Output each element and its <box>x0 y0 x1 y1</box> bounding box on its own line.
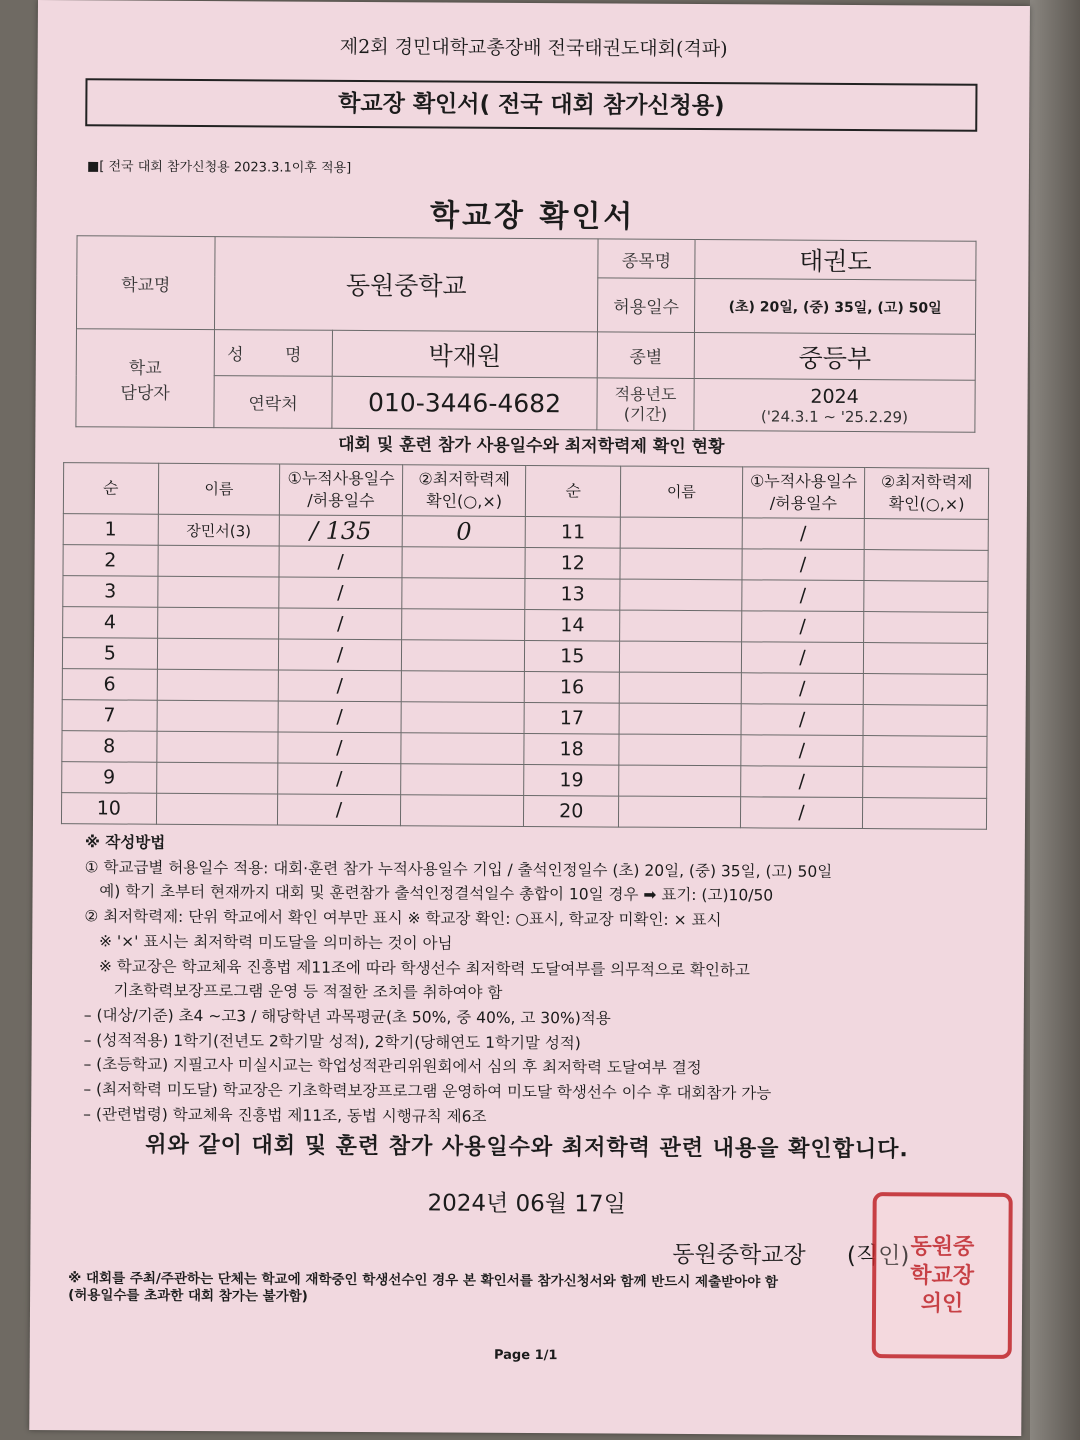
instruction-line: 예) 학기 초부터 현재까지 대회 및 훈련참가 출석인정결석일수 총합이 10일 경우 ➡ 표기: (고)10/50 <box>84 882 774 905</box>
issue-date: 2024년 06월 17일 <box>427 1190 626 1218</box>
academic-cell <box>863 705 987 737</box>
student-name <box>157 700 279 732</box>
academic-cell <box>401 609 525 641</box>
row-number: 6 <box>62 669 157 701</box>
school-name-label: 학교명 <box>76 236 215 330</box>
days-cell: / <box>278 670 401 702</box>
footnote: ※ 대회를 주최/주관하는 단체는 학교에 재학중인 학생선수인 경우 본 확인서를 참가신청서와 함께 반드시 제출받아야 함 (허용일수를 초과한 대회 참가는 불가함) <box>68 1270 779 1305</box>
days-cell: / <box>741 611 864 643</box>
days-cell: / <box>741 642 864 674</box>
student-name <box>620 517 742 549</box>
student-name <box>619 796 741 828</box>
student-name <box>620 579 742 611</box>
row-number: 7 <box>62 700 157 732</box>
year-period: ('24.3.1 ~ '25.2.29) <box>760 406 909 426</box>
header-name-right: 이름 <box>620 466 742 518</box>
academic-cell <box>864 581 988 613</box>
days-cell: / <box>740 766 863 798</box>
allowed-days-value: (초) 20일, (중) 35일, (고) 50일 <box>694 279 975 335</box>
year-label: 적용년도 (기간) <box>597 378 694 431</box>
instruction-line: ※ 학교장은 학교체육 진흥법 제11조에 따라 학생선수 최저학력 도달여부를 의무적으로 확인하고 <box>84 956 750 979</box>
row-number: 5 <box>62 638 157 670</box>
background-surface <box>1030 0 1080 1440</box>
division-value: 중등부 <box>694 333 975 381</box>
seal-text: 동원중 학교장 의인 <box>910 1233 975 1317</box>
document-page <box>29 0 1030 1436</box>
academic-cell <box>401 733 525 765</box>
allowed-days-label: 허용일수 <box>597 278 694 333</box>
table-subtitle: 대회 및 훈련 참가 사용일수와 최저학력제 확인 현황 <box>338 434 725 458</box>
instruction-line: – (성적적용) 1학기(전년도 2학기말 성적), 2학기(당해연도 1학기말 성적) <box>83 1030 581 1052</box>
row-number: 4 <box>63 607 158 639</box>
page-number: Page 1/1 <box>493 1347 558 1364</box>
row-number: 11 <box>526 516 621 548</box>
academic-cell <box>402 547 526 579</box>
instruction-line: – (대상/기준) 초4 ~고3 / 해당학년 과목평균(초 50%, 중 40%, 고 30%)적용 <box>83 1006 611 1028</box>
academic-cell <box>864 643 988 675</box>
academic-cell: 0 <box>402 516 526 548</box>
instruction-line: ① 학교급별 허용일수 적용: 대회·훈련 참가 누적사용일수 기입 / 출석인정일수 (초) 20일, (중) 35일, (고) 50일 <box>84 858 833 881</box>
header-days-right: ①누적사용일수 /허용일수 <box>742 467 865 519</box>
form-note: ■[ 전국 대회 참가신청용 2023.3.1이후 적용] <box>86 159 352 176</box>
confirmation-statement: 위와 같이 대회 및 훈련 참가 사용일수와 최저학력 관련 내용을 확인합니다. <box>145 1132 909 1163</box>
row-number: 1 <box>63 514 158 546</box>
row-number: 15 <box>525 640 620 672</box>
academic-cell <box>401 702 525 734</box>
academic-cell <box>864 550 988 582</box>
student-name <box>620 548 742 580</box>
days-cell: / <box>278 732 401 764</box>
student-name <box>619 765 741 797</box>
row-number: 8 <box>62 731 157 763</box>
division-label: 종별 <box>597 332 694 379</box>
row-number: 14 <box>525 609 620 641</box>
sport-value: 태권도 <box>695 240 976 281</box>
manager-label: 학교 담당자 <box>76 329 215 428</box>
days-cell: / <box>279 639 402 671</box>
academic-cell <box>863 767 987 799</box>
instruction-line: – (초등학교) 지필고사 미실시교는 학업성적관리위원회에서 심의 후 최저학력 도달여부 결정 <box>83 1055 702 1078</box>
header-name: 이름 <box>158 463 280 515</box>
academic-cell <box>402 578 526 610</box>
days-cell: / <box>741 580 864 612</box>
academic-cell <box>863 736 987 768</box>
student-name <box>157 607 279 639</box>
instruction-line: – (최저학력 미도달) 학교장은 기초학력보장프로그램 운영하여 미도달 학생선수 이수 후 대회참가 가능 <box>83 1080 772 1103</box>
row-number: 13 <box>525 578 620 610</box>
days-cell: / 135 <box>279 515 402 547</box>
year-value: 2024 <box>810 385 859 408</box>
student-name: 장민서(3) <box>158 514 280 546</box>
instruction-line: 기초학력보장프로그램 운영 등 적절한 조치를 취하여야 함 <box>83 981 503 1003</box>
student-name <box>157 638 279 670</box>
days-cell: / <box>741 673 864 705</box>
sport-label: 종목명 <box>598 239 695 279</box>
academic-cell <box>863 674 987 706</box>
instruction-line: – (관련법령) 학교체육 진흥법 제11조, 동법 시행규칙 제6조 <box>83 1105 487 1126</box>
year-cell <box>694 379 975 433</box>
instruction-line: ② 최저학력제: 단위 학교에서 확인 여부만 표시 ※ 학교장 확인: ○표시, 학교장 미확인: × 표시 <box>84 907 722 930</box>
student-name <box>620 610 742 642</box>
row-number: 18 <box>524 733 619 765</box>
info-table <box>75 235 976 432</box>
student-name <box>156 762 278 794</box>
school-name-value: 동원중학교 <box>214 237 598 332</box>
academic-cell <box>401 671 525 703</box>
form-title: 학교장 확인서 <box>429 198 636 235</box>
row-number: 16 <box>525 671 620 703</box>
row-number: 12 <box>525 547 620 579</box>
student-name <box>619 703 741 735</box>
days-cell: / <box>740 797 863 829</box>
academic-cell <box>864 519 988 551</box>
name-label: 성 명 <box>214 330 332 377</box>
student-name <box>157 576 279 608</box>
header-academic-right: ②최저학력제 확인(○,×) <box>865 468 989 520</box>
academic-cell <box>400 795 524 827</box>
row-number: 19 <box>524 764 619 796</box>
days-cell: / <box>279 577 402 609</box>
student-name <box>156 731 278 763</box>
student-name <box>156 793 278 825</box>
header-academic: ②최저학력제 확인(○,×) <box>402 465 526 517</box>
row-number: 20 <box>524 795 619 827</box>
days-cell: / <box>278 794 401 826</box>
days-cell: / <box>278 701 401 733</box>
row-number: 2 <box>63 545 158 577</box>
header-days: ①누적사용일수 /허용일수 <box>280 464 403 516</box>
row-number: 9 <box>62 762 157 794</box>
days-cell: / <box>740 735 863 767</box>
days-cell: / <box>279 546 402 578</box>
days-cell: / <box>279 608 402 640</box>
academic-cell <box>400 764 524 796</box>
row-number: 10 <box>61 793 156 825</box>
manager-name-value: 박재원 <box>332 330 597 378</box>
event-title: 제2회 경민대학교총장배 전국태권도대회(격파) <box>339 35 728 61</box>
banner-title: 학교장 확인서( 전국 대회 참가신청용) <box>85 78 977 131</box>
instructions-title: ※ 작성방법 <box>84 833 166 852</box>
header-no: 순 <box>63 463 158 515</box>
instruction-line: ※ '×' 표시는 최저학력 미도달을 의미하는 것이 아님 <box>84 932 453 953</box>
instructions <box>83 830 995 1132</box>
row-number: 17 <box>524 702 619 734</box>
academic-cell <box>401 640 525 672</box>
seal-mark: (직인) <box>846 1242 910 1270</box>
row-number: 3 <box>63 576 158 608</box>
days-cell: / <box>741 704 864 736</box>
signer-name: 동원중학교장 <box>672 1241 806 1269</box>
student-name <box>619 672 741 704</box>
student-name <box>619 641 741 673</box>
student-name <box>157 669 279 701</box>
days-cell: / <box>742 518 865 550</box>
contact-value: 010-3446-4682 <box>332 376 597 430</box>
student-name <box>158 545 280 577</box>
header-no-right: 순 <box>526 465 621 517</box>
contact-label: 연락처 <box>214 376 332 429</box>
academic-cell <box>863 798 987 830</box>
days-cell: / <box>742 549 865 581</box>
days-cell: / <box>278 763 401 795</box>
table-row <box>61 793 986 830</box>
participation-table <box>61 462 989 830</box>
student-name <box>619 734 741 766</box>
academic-cell <box>864 612 988 644</box>
